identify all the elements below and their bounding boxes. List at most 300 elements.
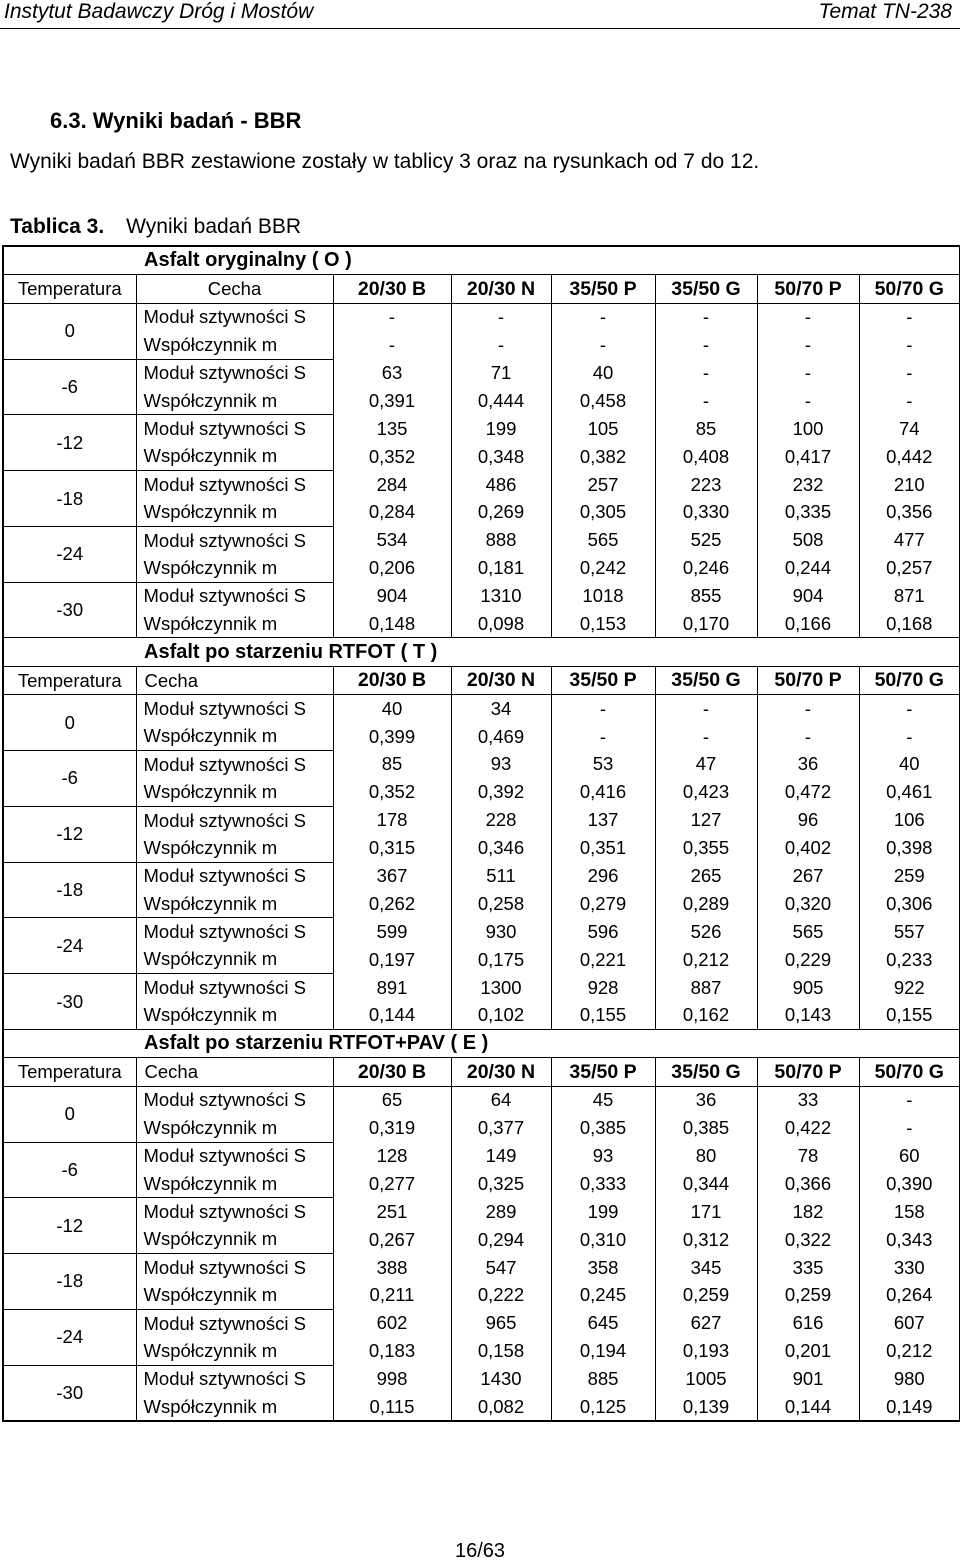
value-cell: 0,279 <box>551 890 655 918</box>
table-row <box>3 471 960 499</box>
value-cell: 547 <box>451 1254 551 1282</box>
value-cell: 1300 <box>451 974 551 1002</box>
value-cell: - <box>655 303 757 331</box>
value-cell: - <box>551 723 655 751</box>
value-cell: 0,115 <box>333 1393 451 1421</box>
value-cell: 855 <box>655 582 757 610</box>
header-temperatura: Temperatura <box>3 666 136 694</box>
value-cell: 0,168 <box>859 610 960 638</box>
value-cell: 0,262 <box>333 890 451 918</box>
value-cell: 0,245 <box>551 1281 655 1309</box>
value-cell: 888 <box>451 526 551 554</box>
value-cell: - <box>655 331 757 359</box>
value-cell: 127 <box>655 806 757 834</box>
value-cell: 904 <box>757 582 859 610</box>
value-cell: 345 <box>655 1254 757 1282</box>
value-cell: 0,259 <box>757 1281 859 1309</box>
table-row <box>3 359 960 387</box>
value-cell: 36 <box>757 751 859 779</box>
value-cell: 0,144 <box>333 1002 451 1030</box>
value-cell: 0,416 <box>551 778 655 806</box>
value-cell: 0,305 <box>551 499 655 527</box>
table-row <box>3 415 960 443</box>
value-cell: 0,392 <box>451 778 551 806</box>
value-cell: 199 <box>451 415 551 443</box>
table-row <box>3 918 960 946</box>
table-row <box>3 443 960 471</box>
header-row <box>3 1058 960 1086</box>
value-cell: - <box>757 695 859 723</box>
value-cell: 0,206 <box>333 554 451 582</box>
value-cell: 0,264 <box>859 1281 960 1309</box>
header-binder: 35/50 G <box>655 666 757 694</box>
value-cell: 36 <box>655 1086 757 1114</box>
value-cell: 534 <box>333 526 451 554</box>
value-cell: 0,330 <box>655 499 757 527</box>
value-cell: 928 <box>551 974 655 1002</box>
value-cell: 905 <box>757 974 859 1002</box>
value-cell: 871 <box>859 582 960 610</box>
table-row <box>3 582 960 610</box>
table-row <box>3 1170 960 1198</box>
value-cell: 0,306 <box>859 890 960 918</box>
temperature-cell: -12 <box>3 1198 136 1254</box>
value-cell: 0,444 <box>451 387 551 415</box>
property-label: Współczynnik m <box>136 1393 333 1421</box>
property-label: Moduł sztywności S <box>136 1142 333 1170</box>
value-cell: 0,469 <box>451 723 551 751</box>
value-cell: 135 <box>333 415 451 443</box>
value-cell: - <box>655 359 757 387</box>
property-label: Współczynnik m <box>136 554 333 582</box>
temperature-cell: -24 <box>3 1309 136 1365</box>
property-label: Moduł sztywności S <box>136 918 333 946</box>
value-cell: 257 <box>551 471 655 499</box>
header-binder: 50/70 P <box>757 666 859 694</box>
value-cell: 96 <box>757 806 859 834</box>
value-cell: 0,257 <box>859 554 960 582</box>
value-cell: 0,277 <box>333 1170 451 1198</box>
value-cell: 0,153 <box>551 610 655 638</box>
value-cell: - <box>859 331 960 359</box>
property-label: Współczynnik m <box>136 1170 333 1198</box>
temperature-cell: -24 <box>3 918 136 974</box>
property-label: Moduł sztywności S <box>136 1254 333 1282</box>
table-row <box>3 751 960 779</box>
value-cell: 565 <box>757 918 859 946</box>
value-cell: 0,320 <box>757 890 859 918</box>
value-cell: 599 <box>333 918 451 946</box>
value-cell: 0,284 <box>333 499 451 527</box>
value-cell: 0,294 <box>451 1226 551 1254</box>
value-cell: 85 <box>655 415 757 443</box>
value-cell: 511 <box>451 862 551 890</box>
value-cell: 0,201 <box>757 1337 859 1365</box>
page-header <box>0 0 960 27</box>
temperature-cell: -6 <box>3 751 136 807</box>
header-row <box>3 275 960 303</box>
value-cell: 0,144 <box>757 1393 859 1421</box>
value-cell: - <box>859 303 960 331</box>
value-cell: 1005 <box>655 1365 757 1393</box>
table-row <box>3 1086 960 1114</box>
property-label: Współczynnik m <box>136 1337 333 1365</box>
value-cell: 65 <box>333 1086 451 1114</box>
property-label: Współczynnik m <box>136 610 333 638</box>
value-cell: 0,175 <box>451 946 551 974</box>
property-label: Moduł sztywności S <box>136 1198 333 1226</box>
value-cell: 901 <box>757 1365 859 1393</box>
value-cell: 137 <box>551 806 655 834</box>
table-row <box>3 695 960 723</box>
header-cecha: Cecha <box>136 275 333 303</box>
value-cell: 0,170 <box>655 610 757 638</box>
value-cell: 63 <box>333 359 451 387</box>
block-title-row <box>3 638 960 666</box>
value-cell: 0,322 <box>757 1226 859 1254</box>
property-label: Współczynnik m <box>136 946 333 974</box>
value-cell: 0,242 <box>551 554 655 582</box>
header-binder: 20/30 N <box>451 666 551 694</box>
value-cell: 0,229 <box>757 946 859 974</box>
value-cell: 0,155 <box>551 1002 655 1030</box>
value-cell: 178 <box>333 806 451 834</box>
table-row <box>3 554 960 582</box>
value-cell: 296 <box>551 862 655 890</box>
value-cell: 0,082 <box>451 1393 551 1421</box>
property-label: Współczynnik m <box>136 331 333 359</box>
value-cell: 251 <box>333 1198 451 1226</box>
header-binder: 20/30 N <box>451 1058 551 1086</box>
value-cell: 0,348 <box>451 443 551 471</box>
property-label: Współczynnik m <box>136 1281 333 1309</box>
value-cell: 0,149 <box>859 1393 960 1421</box>
value-cell: 0,269 <box>451 499 551 527</box>
value-cell: 128 <box>333 1142 451 1170</box>
value-cell: 0,139 <box>655 1393 757 1421</box>
temperature-cell: -12 <box>3 806 136 862</box>
property-label: Moduł sztywności S <box>136 359 333 387</box>
bbr-results-table <box>2 245 960 1422</box>
value-cell: 210 <box>859 471 960 499</box>
value-cell: 85 <box>333 751 451 779</box>
block-title: Asfalt po starzeniu RTFOT ( T ) <box>3 638 960 666</box>
value-cell: 477 <box>859 526 960 554</box>
header-binder: 35/50 P <box>551 1058 655 1086</box>
table-row <box>3 1198 960 1226</box>
value-cell: 0,346 <box>451 834 551 862</box>
property-label: Współczynnik m <box>136 834 333 862</box>
value-cell: 171 <box>655 1198 757 1226</box>
value-cell: 0,143 <box>757 1002 859 1030</box>
value-cell: 289 <box>451 1198 551 1226</box>
property-label: Moduł sztywności S <box>136 471 333 499</box>
value-cell: - <box>859 1114 960 1142</box>
value-cell: 40 <box>551 359 655 387</box>
value-cell: 330 <box>859 1254 960 1282</box>
value-cell: 0,352 <box>333 443 451 471</box>
property-label: Współczynnik m <box>136 1226 333 1254</box>
table-row <box>3 834 960 862</box>
value-cell: 267 <box>757 862 859 890</box>
temperature-cell: 0 <box>3 695 136 751</box>
value-cell: 0,233 <box>859 946 960 974</box>
table-caption-title: Wyniki badań BBR <box>126 215 302 238</box>
value-cell: 106 <box>859 806 960 834</box>
table-row <box>3 1114 960 1142</box>
block-title-row <box>3 1029 960 1057</box>
value-cell: 998 <box>333 1365 451 1393</box>
property-label: Współczynnik m <box>136 1114 333 1142</box>
value-cell: 525 <box>655 526 757 554</box>
temperature-cell: -24 <box>3 526 136 582</box>
value-cell: 0,211 <box>333 1281 451 1309</box>
value-cell: 335 <box>757 1254 859 1282</box>
value-cell: - <box>451 303 551 331</box>
value-cell: 358 <box>551 1254 655 1282</box>
header-binder: 50/70 G <box>859 1058 960 1086</box>
value-cell: 0,398 <box>859 834 960 862</box>
value-cell: 0,244 <box>757 554 859 582</box>
header-binder: 20/30 N <box>451 275 551 303</box>
value-cell: 607 <box>859 1309 960 1337</box>
value-cell: 0,408 <box>655 443 757 471</box>
value-cell: 0,246 <box>655 554 757 582</box>
table-row <box>3 974 960 1002</box>
value-cell: 182 <box>757 1198 859 1226</box>
property-label: Moduł sztywności S <box>136 1086 333 1114</box>
value-cell: 0,310 <box>551 1226 655 1254</box>
property-label: Moduł sztywności S <box>136 582 333 610</box>
value-cell: - <box>551 695 655 723</box>
table-row <box>3 499 960 527</box>
property-label: Współczynnik m <box>136 723 333 751</box>
property-label: Moduł sztywności S <box>136 806 333 834</box>
value-cell: 259 <box>859 862 960 890</box>
header-topic: Temat TN-238 <box>818 0 952 23</box>
value-cell: 627 <box>655 1309 757 1337</box>
property-label: Moduł sztywności S <box>136 751 333 779</box>
value-cell: 0,423 <box>655 778 757 806</box>
value-cell: 0,181 <box>451 554 551 582</box>
value-cell: - <box>757 387 859 415</box>
value-cell: 0,351 <box>551 834 655 862</box>
value-cell: 53 <box>551 751 655 779</box>
temperature-cell: 0 <box>3 1086 136 1142</box>
value-cell: 34 <box>451 695 551 723</box>
value-cell: 47 <box>655 751 757 779</box>
value-cell: - <box>859 1086 960 1114</box>
value-cell: - <box>757 303 859 331</box>
value-cell: 80 <box>655 1142 757 1170</box>
value-cell: 0,355 <box>655 834 757 862</box>
intro-paragraph: Wyniki badań BBR zestawione zostały w tablicy 3 oraz na rysunkach od 7 do 12. <box>10 150 760 173</box>
property-label: Moduł sztywności S <box>136 303 333 331</box>
value-cell: 565 <box>551 526 655 554</box>
value-cell: 60 <box>859 1142 960 1170</box>
section-title: 6.3. Wyniki badań - BBR <box>50 108 302 133</box>
value-cell: 40 <box>859 751 960 779</box>
value-cell: 0,390 <box>859 1170 960 1198</box>
value-cell: - <box>551 331 655 359</box>
header-cecha: Cecha <box>136 666 333 694</box>
table-row <box>3 1337 960 1365</box>
value-cell: 0,402 <box>757 834 859 862</box>
table-row <box>3 526 960 554</box>
property-label: Współczynnik m <box>136 443 333 471</box>
table-row <box>3 303 960 331</box>
temperature-cell: -18 <box>3 862 136 918</box>
value-cell: - <box>333 303 451 331</box>
value-cell: 486 <box>451 471 551 499</box>
header-binder: 20/30 B <box>333 1058 451 1086</box>
value-cell: 0,461 <box>859 778 960 806</box>
value-cell: 0,258 <box>451 890 551 918</box>
value-cell: 0,221 <box>551 946 655 974</box>
header-binder: 35/50 P <box>551 275 655 303</box>
header-binder: 50/70 P <box>757 275 859 303</box>
value-cell: 199 <box>551 1198 655 1226</box>
header-divider <box>0 28 960 29</box>
header-binder: 35/50 G <box>655 275 757 303</box>
value-cell: 0,183 <box>333 1337 451 1365</box>
value-cell: 0,356 <box>859 499 960 527</box>
table-row <box>3 1393 960 1421</box>
value-cell: 367 <box>333 862 451 890</box>
value-cell: - <box>859 723 960 751</box>
value-cell: - <box>757 359 859 387</box>
value-cell: 0,212 <box>859 1337 960 1365</box>
page-number: 16/63 <box>454 1540 506 1562</box>
value-cell: 596 <box>551 918 655 946</box>
value-cell: 0,325 <box>451 1170 551 1198</box>
value-cell: - <box>859 387 960 415</box>
value-cell: 284 <box>333 471 451 499</box>
header-binder: 20/30 B <box>333 275 451 303</box>
value-cell: 0,148 <box>333 610 451 638</box>
table-row <box>3 1309 960 1337</box>
value-cell: 0,442 <box>859 443 960 471</box>
value-cell: 0,333 <box>551 1170 655 1198</box>
value-cell: 93 <box>551 1142 655 1170</box>
value-cell: - <box>655 723 757 751</box>
value-cell: 891 <box>333 974 451 1002</box>
value-cell: 930 <box>451 918 551 946</box>
value-cell: 64 <box>451 1086 551 1114</box>
header-cecha: Cecha <box>136 1058 333 1086</box>
value-cell: 922 <box>859 974 960 1002</box>
header-binder: 50/70 G <box>859 275 960 303</box>
value-cell: 228 <box>451 806 551 834</box>
value-cell: 232 <box>757 471 859 499</box>
header-binder: 20/30 B <box>333 666 451 694</box>
header-institute: Instytut Badawczy Dróg i Mostów <box>4 0 314 23</box>
table-row <box>3 1002 960 1030</box>
value-cell: - <box>757 723 859 751</box>
value-cell: 0,125 <box>551 1393 655 1421</box>
value-cell: 0,319 <box>333 1114 451 1142</box>
value-cell: 0,472 <box>757 778 859 806</box>
value-cell: 1310 <box>451 582 551 610</box>
value-cell: 45 <box>551 1086 655 1114</box>
table-row <box>3 1142 960 1170</box>
value-cell: 1018 <box>551 582 655 610</box>
property-label: Moduł sztywności S <box>136 695 333 723</box>
table-row <box>3 610 960 638</box>
value-cell: 223 <box>655 471 757 499</box>
value-cell: - <box>451 331 551 359</box>
temperature-cell: 0 <box>3 303 136 359</box>
table-row <box>3 1365 960 1393</box>
header-temperatura: Temperatura <box>3 1058 136 1086</box>
value-cell: 100 <box>757 415 859 443</box>
value-cell: 0,315 <box>333 834 451 862</box>
temperature-cell: -18 <box>3 471 136 527</box>
value-cell: - <box>333 331 451 359</box>
property-label: Moduł sztywności S <box>136 862 333 890</box>
value-cell: 149 <box>451 1142 551 1170</box>
value-cell: 616 <box>757 1309 859 1337</box>
value-cell: 0,102 <box>451 1002 551 1030</box>
header-row <box>3 666 960 694</box>
value-cell: 0,312 <box>655 1226 757 1254</box>
value-cell: - <box>859 359 960 387</box>
value-cell: 0,391 <box>333 387 451 415</box>
value-cell: 980 <box>859 1365 960 1393</box>
value-cell: 74 <box>859 415 960 443</box>
header-temperatura: Temperatura <box>3 275 136 303</box>
value-cell: 71 <box>451 359 551 387</box>
value-cell: - <box>757 331 859 359</box>
value-cell: - <box>551 303 655 331</box>
value-cell: 557 <box>859 918 960 946</box>
table-row <box>3 946 960 974</box>
value-cell: 0,344 <box>655 1170 757 1198</box>
temperature-cell: -6 <box>3 1142 136 1198</box>
value-cell: 0,382 <box>551 443 655 471</box>
temperature-cell: -12 <box>3 415 136 471</box>
table-row <box>3 331 960 359</box>
property-label: Współczynnik m <box>136 778 333 806</box>
value-cell: 0,422 <box>757 1114 859 1142</box>
value-cell: - <box>859 695 960 723</box>
value-cell: 158 <box>859 1198 960 1226</box>
header-binder: 35/50 G <box>655 1058 757 1086</box>
value-cell: - <box>655 695 757 723</box>
property-label: Moduł sztywności S <box>136 974 333 1002</box>
value-cell: 885 <box>551 1365 655 1393</box>
value-cell: 0,343 <box>859 1226 960 1254</box>
property-label: Współczynnik m <box>136 387 333 415</box>
value-cell: 0,399 <box>333 723 451 751</box>
value-cell: 0,352 <box>333 778 451 806</box>
block-title: Asfalt oryginalny ( O ) <box>3 246 960 275</box>
value-cell: 0,377 <box>451 1114 551 1142</box>
temperature-cell: -30 <box>3 1365 136 1421</box>
value-cell: 105 <box>551 415 655 443</box>
table-row <box>3 1254 960 1282</box>
header-binder: 50/70 P <box>757 1058 859 1086</box>
value-cell: 93 <box>451 751 551 779</box>
header-binder: 35/50 P <box>551 666 655 694</box>
property-label: Moduł sztywności S <box>136 526 333 554</box>
value-cell: 0,155 <box>859 1002 960 1030</box>
block-title: Asfalt po starzeniu RTFOT+PAV ( E ) <box>3 1029 960 1057</box>
value-cell: 0,267 <box>333 1226 451 1254</box>
value-cell: 0,193 <box>655 1337 757 1365</box>
value-cell: 0,197 <box>333 946 451 974</box>
block-title-row <box>3 246 960 275</box>
